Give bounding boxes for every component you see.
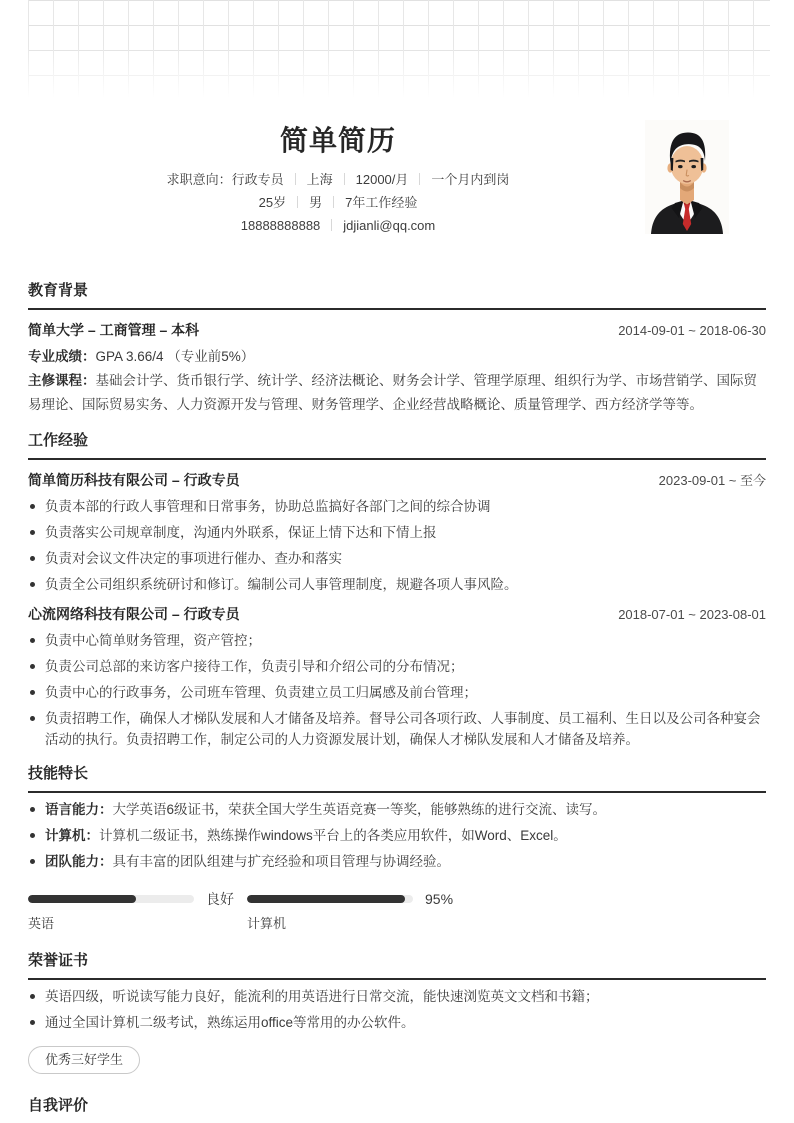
contact-info-line: [28, 214, 648, 237]
list-item: 通过全国计算机二级考试，熟练运用office等常用的办公软件。: [28, 1012, 766, 1033]
list-item: [28, 825, 766, 846]
gpa-label: 专业成绩：: [28, 349, 96, 364]
section-heading-education: 教育背景: [28, 281, 766, 310]
job-intent-line: [28, 168, 648, 191]
skills-list: [28, 799, 766, 872]
job-date-range: 2023-09-01 ~ 至今: [658, 473, 766, 488]
education-date-range: 2014-09-01 ~ 2018-06-30: [618, 323, 766, 338]
honor-tag: 优秀三好学生: [28, 1046, 140, 1074]
skill-bar-value: 95%: [425, 891, 454, 907]
section-education: [28, 281, 766, 417]
skill-bar-track: [28, 895, 194, 903]
job-duties-list: [28, 496, 766, 595]
job-intent-salary: 12000/月: [355, 172, 409, 187]
separator: [333, 196, 334, 208]
skill-bar-line: [247, 890, 466, 908]
age-text: 25岁: [258, 195, 287, 210]
skill-bar-fill: [247, 895, 405, 903]
separator: [295, 173, 296, 185]
job-intent-city: 上海: [306, 172, 333, 187]
list-item: 负责全公司组织系统研讨和修订。编制公司人事管理制度，规避各项人事风险。: [28, 574, 766, 595]
gpa-value: GPA 3.66/4 （专业前5%）: [95, 349, 255, 364]
contact-block: [28, 168, 648, 237]
skill-text: 计算机二级证书，熟练操作windows平台上的各类应用软件，如Word、Excel。: [99, 828, 567, 843]
profile-photo: [645, 120, 729, 234]
job-intent-label: 求职意向：: [166, 172, 232, 187]
skill-bar-computer: [247, 890, 466, 933]
skill-bar-line: [28, 890, 247, 908]
section-heading-self-evaluation: 自我评价: [28, 1096, 766, 1123]
job-intent-availability: 一个月内到岗: [431, 172, 510, 187]
skill-bar-value: 良好: [206, 891, 234, 907]
skill-bars: [28, 890, 766, 933]
section-experience: [28, 431, 766, 750]
courses-label: 主修课程：: [28, 373, 96, 388]
skill-bar-fill: [28, 895, 136, 903]
personal-info-line: [28, 191, 648, 214]
education-entry-row: [28, 321, 766, 340]
skill-text: 大学英语6级证书，荣获全国大学生英语竞赛一等奖，能够熟练的进行交流、读写。: [112, 802, 607, 817]
email-text: jdjianli@qq.com: [343, 218, 436, 233]
page-title: 简单简历: [279, 125, 396, 156]
list-item: 负责招聘工作，确保人才梯队发展和人才储备及培养。督导公司各项行政、人事制度、员工福利、生日以及公司各种宴会活动的执行。负责招聘工作，制定公司的人力资源发展计划，确保人才梯队发展和人才储备及培养。: [28, 708, 766, 750]
skill-bar-name: 计算机: [247, 916, 287, 931]
separator: [297, 196, 298, 208]
list-item: [28, 799, 766, 820]
resume-header: [28, 0, 648, 237]
list-item: 负责中心的行政事务，公司班车管理、负责建立员工归属感及前台管理；: [28, 682, 766, 703]
section-self-evaluation: [28, 1096, 766, 1123]
job-entry-row: [28, 471, 766, 490]
skill-bar-english: [28, 890, 247, 933]
separator: [331, 219, 332, 231]
job-duties-list: [28, 630, 766, 750]
school-degree-title: 简单大学 – 工商管理 – 本科: [28, 322, 200, 338]
phone-text: 18888888888: [240, 218, 321, 233]
skill-label: 计算机：: [45, 828, 99, 843]
list-item: 负责对会议文件决定的事项进行催办、查办和落实: [28, 548, 766, 569]
company-position-title: 心流网络科技有限公司 – 行政专员: [28, 606, 240, 622]
skill-text: 具有丰富的团队组建与扩充经验和项目管理与协调经验。: [112, 854, 450, 869]
male-avatar-illustration: [645, 120, 729, 234]
section-skills: [28, 764, 766, 933]
skill-bar-name: 英语: [28, 916, 55, 931]
section-heading-experience: 工作经验: [28, 431, 766, 460]
honors-list: [28, 986, 766, 1033]
skill-bar-track: [247, 895, 413, 903]
section-heading-honors: 荣誉证书: [28, 951, 766, 980]
separator: [419, 173, 420, 185]
company-position-title: 简单简历科技有限公司 – 行政专员: [28, 472, 240, 488]
skill-label: 语言能力：: [45, 802, 113, 817]
section-honors: [28, 951, 766, 1074]
list-item: 负责落实公司规章制度，沟通内外联系，保证上情下达和下情上报: [28, 522, 766, 543]
gender-text: 男: [309, 195, 323, 210]
list-item: 负责本部的行政人事管理和日常事务，协助总监搞好各部门之间的综合协调: [28, 496, 766, 517]
section-heading-skills: 技能特长: [28, 764, 766, 793]
list-item: 负责公司总部的来访客户接待工作，负责引导和介绍公司的分布情况；: [28, 656, 766, 677]
courses-line: [28, 369, 766, 417]
job-intent-position: 行政专员: [231, 172, 284, 187]
courses-text: 基础会计学、货币银行学、统计学、经济法概论、财务会计学、管理学原理、组织行为学、市场营销学、国际贸易理论、国际贸易实务、人力资源开发与管理、财务管理学、企业经营战略概论、质量管理学、西方经济学等等。: [28, 373, 757, 412]
list-item: [28, 851, 766, 872]
experience-years-text: 7年工作经验: [345, 195, 418, 210]
job-entry-row: [28, 605, 766, 624]
job-date-range: 2018-07-01 ~ 2023-08-01: [618, 607, 766, 622]
skill-label: 团队能力：: [45, 854, 113, 869]
separator: [344, 173, 345, 185]
list-item: 负责中心简单财务管理，资产管控；: [28, 630, 766, 651]
gpa-line: [28, 345, 766, 369]
list-item: 英语四级，听说读写能力良好，能流利的用英语进行日常交流，能快速浏览英文文档和书籍；: [28, 986, 766, 1007]
